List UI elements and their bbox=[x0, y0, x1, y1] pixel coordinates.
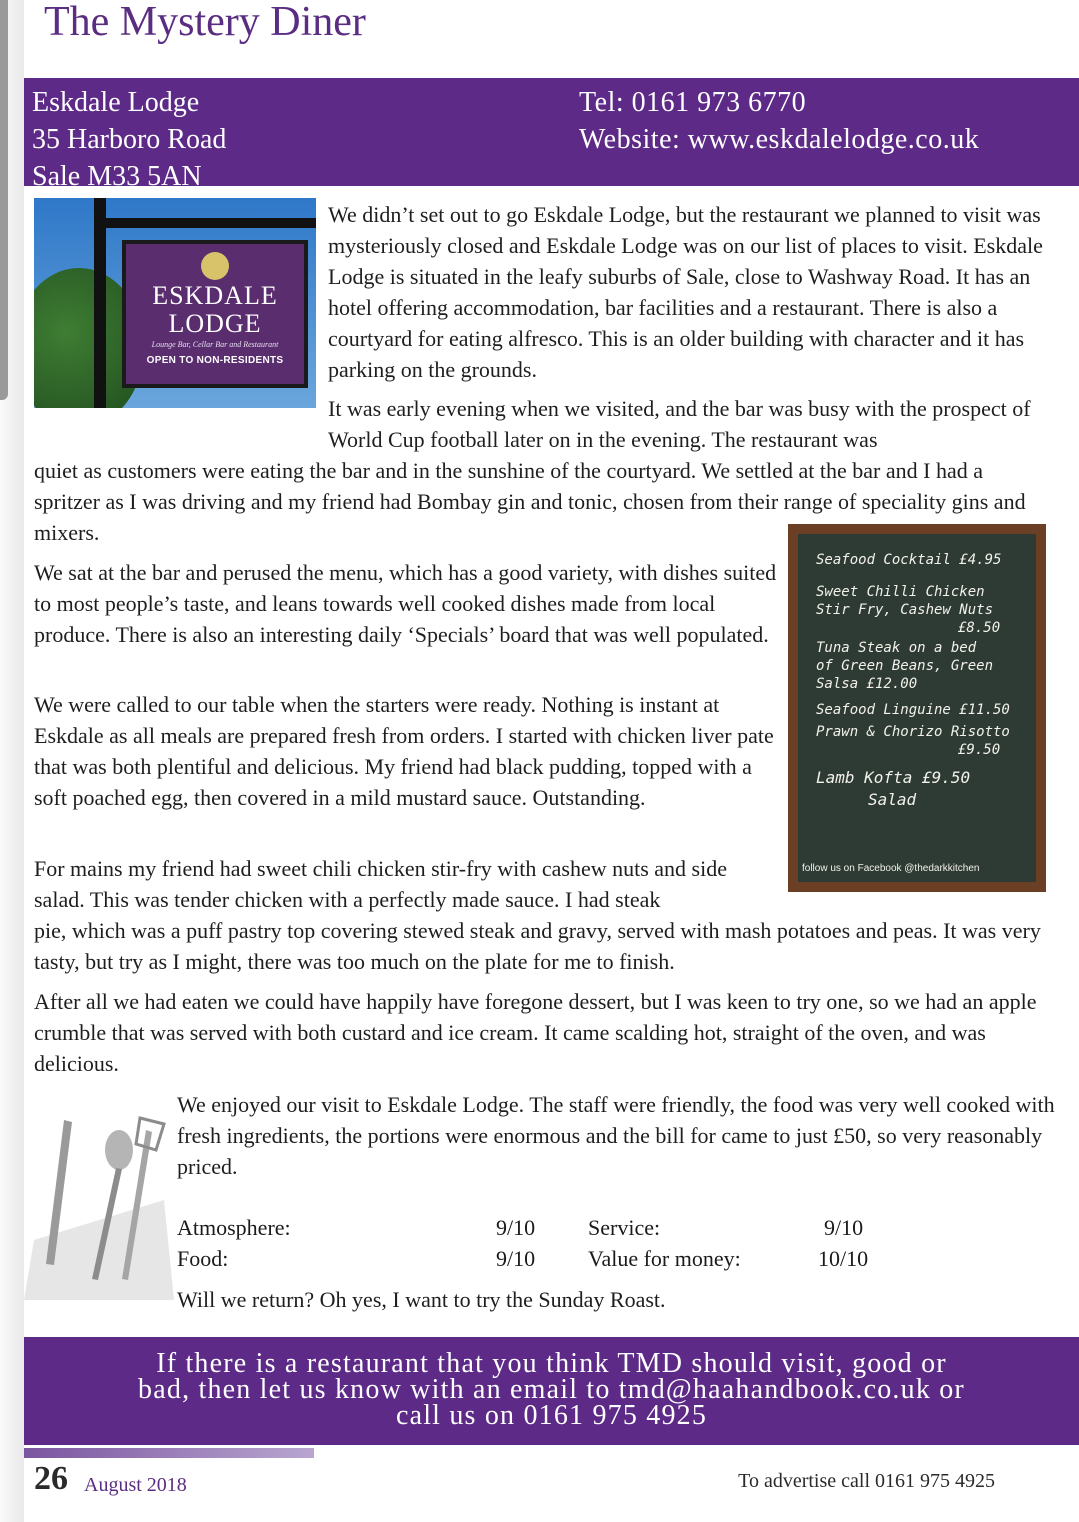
sign-name-line1: ESKDALE bbox=[152, 281, 278, 310]
chalkboard-surface bbox=[798, 534, 1036, 882]
article-paragraph-5-bottom: pie, which was a puff pastry top covering stewed steak and gravy, served with mash potatoes and peas. It was very tasty, but try as I might, there was too much on the plate for me to finish. bbox=[34, 918, 1041, 974]
venue-telephone: Tel: 0161 973 6770 bbox=[579, 87, 807, 118]
article-paragraph-2-top: It was early evening when we visited, and the bar was busy with the prospect of World Cup football later on in the evening. The restaurant was bbox=[328, 396, 1031, 452]
article-paragraph-1: We didn’t set out to go Eskdale Lodge, but the restaurant we planned to visit was mysteriously closed and Eskdale Lodge was on our list of places to visit. Eskdale Lodge is situated in the leafy suburbs of Sale, close to Washway Road. It has an hotel offering accommodation, bar facilities and a restaurant. There is also a courtyard for eating alfresco. This is an older building with character and it has parking on the grounds. bbox=[328, 202, 1043, 382]
footer-line-1: If there is a restaurant that you think TMD should visit, good or bbox=[156, 1348, 947, 1379]
page-number: 26 bbox=[34, 1460, 68, 1497]
article-paragraph-5-top: For mains my friend had sweet chili chicken stir-fry with cashew nuts and side salad. This was tender chicken with a perfectly made sauce. I had steak bbox=[34, 856, 727, 912]
article-paragraph-2-bottom: quiet as customers were eating the bar and in the sunshine of the courtyard. We settled at the bar and I had a spritzer as I was driving and my friend had Bombay gin and tonic, chosen from their range of speciality gins and mixers. bbox=[34, 458, 1026, 545]
hanging-sign-board bbox=[122, 240, 308, 388]
article-paragraph-3: We sat at the bar and perused the menu, which has a good variety, with dishes suited to most people’s taste, and leans towards well cooked dishes made from local produce. There is also an interesting daily ‘Specials’ board that was well populated. bbox=[34, 560, 777, 647]
board-line: of Green Beans, Green bbox=[816, 658, 994, 674]
board-line: Seafood Linguine £11.50 bbox=[816, 702, 1010, 718]
address-line-street: 35 Harboro Road bbox=[32, 124, 227, 155]
board-line: Salsa £12.00 bbox=[816, 676, 918, 692]
board-line: Seafood Cocktail £4.95 bbox=[816, 552, 1002, 568]
board-line: Prawn & Chorizo Risotto bbox=[816, 724, 1010, 740]
article-paragraph-7: We enjoyed our visit to Eskdale Lodge. The staff were friendly, the food was very well cooked with fresh ingredients, the portions were enormous and the bill for came to just £50, so very reasonably priced. bbox=[177, 1092, 1055, 1179]
sign-post bbox=[94, 198, 106, 408]
return-line: Will we return? Oh yes, I want to try the Sunday Roast. bbox=[177, 1287, 666, 1312]
crest-icon bbox=[201, 252, 229, 280]
sign-tagline: Lounge Bar, Cellar Bar and Restaurant bbox=[151, 340, 279, 349]
issue-date: August 2018 bbox=[84, 1474, 187, 1496]
rating-score-service: 9/10 bbox=[824, 1215, 864, 1240]
venue-contact bbox=[579, 84, 979, 158]
rating-score-atmosphere: 9/10 bbox=[496, 1215, 536, 1240]
venue-info-band bbox=[24, 78, 1079, 192]
board-line: Tuna Steak on a bed bbox=[816, 640, 977, 656]
board-line: Salad bbox=[868, 790, 917, 809]
footer-rule bbox=[24, 1448, 314, 1458]
venue-website: Website: www.eskdalelodge.co.uk bbox=[579, 124, 980, 155]
board-line: £8.50 bbox=[958, 620, 1001, 636]
sign-banner: OPEN TO NON-RESIDENTS bbox=[146, 355, 284, 366]
address-line-name: Eskdale Lodge bbox=[32, 87, 200, 118]
rating-label-value: Value for money: bbox=[588, 1246, 741, 1271]
rating-label-service: Service: bbox=[588, 1215, 661, 1240]
address-line-postcode: Sale M33 5AN bbox=[32, 161, 202, 192]
rating-label-atmosphere: Atmosphere: bbox=[177, 1215, 291, 1240]
sign-bracket bbox=[94, 218, 316, 228]
board-footer: follow us on Facebook @thedarkkitchen bbox=[802, 863, 980, 874]
rating-score-value: 10/10 bbox=[818, 1246, 869, 1271]
rating-label-food: Food: bbox=[177, 1246, 229, 1271]
advertise-line: To advertise call 0161 975 4925 bbox=[738, 1470, 995, 1492]
specials-chalkboard bbox=[788, 524, 1046, 892]
section-title: The Mystery Diner bbox=[44, 0, 366, 45]
rating-score-food: 9/10 bbox=[496, 1246, 536, 1271]
board-line: Sweet Chilli Chicken bbox=[816, 584, 985, 600]
eskdale-sign-photo bbox=[34, 198, 316, 408]
scroll-edge-tab bbox=[0, 0, 8, 400]
sign-name-line2: LODGE bbox=[168, 309, 262, 338]
board-line: Stir Fry, Cashew Nuts bbox=[816, 602, 994, 618]
contact-footer-band bbox=[24, 1337, 1079, 1445]
footer-line-2: bad, then let us know with an email to tmd@haahandbook.co.uk or bbox=[138, 1374, 965, 1405]
footer-line-3: call us on 0161 975 4925 bbox=[395, 1400, 708, 1431]
article-paragraph-6: After all we had eaten we could have happily have foregone dessert, but I was keen to try one, so we had an apple crumble that was served with both custard and ice cream. It came scalding hot, straight of the oven, and was delicious. bbox=[34, 989, 1037, 1076]
board-line: £9.50 bbox=[958, 742, 1001, 758]
venue-address bbox=[32, 84, 226, 195]
board-line: Lamb Kofta £9.50 bbox=[816, 768, 971, 787]
article-paragraph-4: We were called to our table when the starters were ready. Nothing is instant at Eskdale as all meals are prepared fresh from orders. I started with chicken liver pate that was both plentiful and delicious. My friend had black pudding, topped with a soft poached egg, then covered in a mild mustard sauce. Outstanding. bbox=[34, 692, 774, 810]
cutlery-icon bbox=[24, 1090, 174, 1300]
